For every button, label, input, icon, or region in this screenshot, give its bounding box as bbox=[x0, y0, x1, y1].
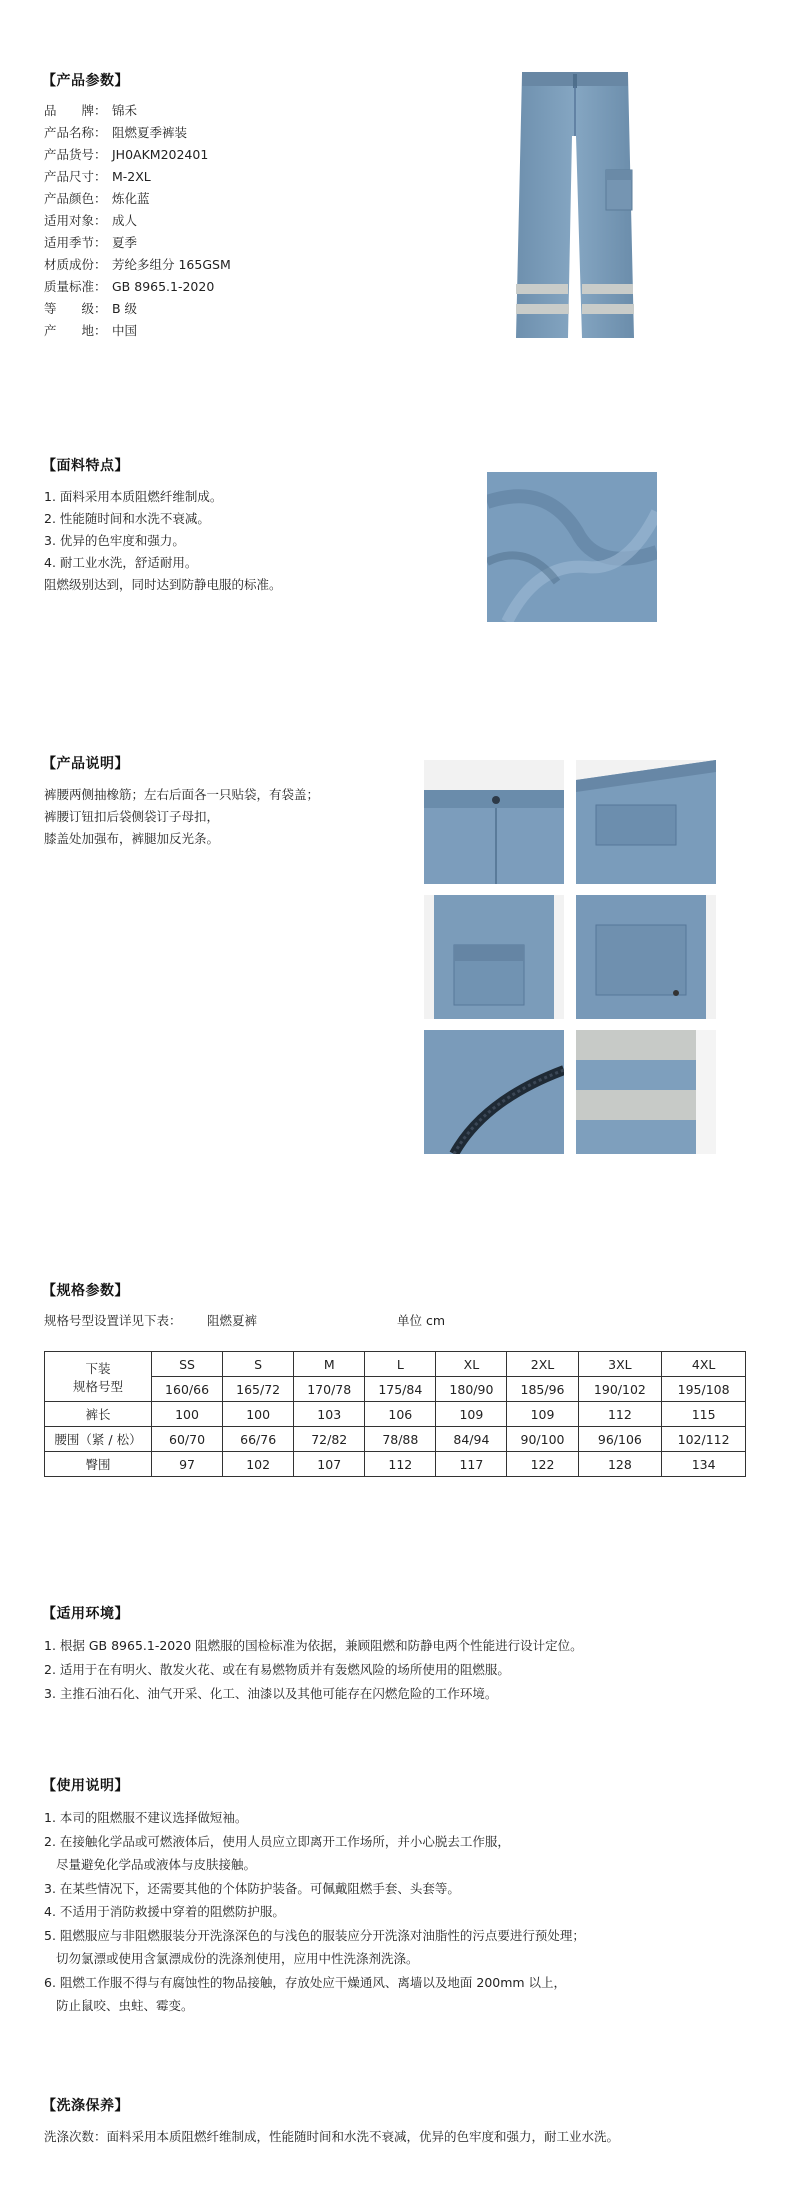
param-key: 等 级： bbox=[44, 301, 107, 316]
table-header-cell bbox=[45, 1352, 152, 1402]
table-cell: 195/108 bbox=[662, 1377, 746, 1402]
size-cell: 2XL bbox=[507, 1352, 578, 1377]
env-line: 2. 适用于在有明火、散发火花、或在有易燃物质并有轰燃风险的场所使用的阻燃服。 bbox=[44, 1662, 510, 1677]
desc-line: 裤腰两侧抽橡筋；左右后面各一只贴袋，有袋盖； bbox=[44, 787, 320, 802]
fabric-title: 【面料特点】 bbox=[42, 458, 129, 474]
param-value: 夏季 bbox=[112, 235, 138, 250]
fabric-line: 1. 面料采用本质阻燃纤维制成。 bbox=[44, 489, 223, 504]
desc-list bbox=[44, 784, 319, 850]
usage-line: 3. 在某些情况下，还需要其他的个体防护装备。可佩戴阻燃手套、头套等。 bbox=[44, 1880, 460, 1896]
param-key: 适用对象： bbox=[44, 213, 107, 228]
param-value: 中国 bbox=[112, 323, 138, 338]
param-value: B 级 bbox=[112, 301, 138, 316]
fabric-line: 4. 耐工业水洗，舒适耐用。 bbox=[44, 555, 198, 570]
param-key: 品 牌： bbox=[44, 103, 107, 118]
table-cell: 115 bbox=[662, 1402, 746, 1427]
param-row-season bbox=[44, 232, 137, 254]
table-cell: 100 bbox=[223, 1402, 294, 1427]
fabric-line: 3. 优异的色牢度和强力。 bbox=[44, 533, 185, 548]
size-header-label: 下装 bbox=[85, 1360, 111, 1376]
detail-photo-waist bbox=[424, 760, 564, 884]
param-value: JH0AKM202401 bbox=[112, 147, 209, 162]
table-row bbox=[45, 1427, 746, 1452]
fabric-line: 阻燃级别达到，同时达到防静电服的标准。 bbox=[44, 577, 282, 592]
table-cell: 109 bbox=[436, 1402, 507, 1427]
param-key: 产 地： bbox=[44, 323, 107, 338]
size-cell: 3XL bbox=[578, 1352, 662, 1377]
table-cell: 103 bbox=[294, 1402, 365, 1427]
size-cell: L bbox=[365, 1352, 436, 1377]
usage-line: 2. 在接触化学品或可燃液体后，使用人员应立即离开工作场所，并小心脱去工作服， bbox=[44, 1833, 510, 1849]
table-row bbox=[45, 1402, 746, 1427]
param-value: 阻燃夏季裤装 bbox=[112, 125, 188, 140]
desc-line: 裤腰订钮扣后袋侧袋订子母扣， bbox=[44, 809, 220, 824]
usage-list bbox=[44, 1806, 585, 2018]
detail-photo-side-pocket bbox=[576, 895, 716, 1019]
table-cell: 185/96 bbox=[507, 1377, 578, 1402]
pants-product-image bbox=[510, 66, 640, 346]
usage-line: 切勿氯漂或使用含氯漂成份的洗涤剂使用，应用中性洗涤剂洗涤。 bbox=[56, 1951, 419, 1966]
fabric-closeup-image bbox=[487, 472, 657, 622]
param-row-origin bbox=[44, 320, 137, 342]
param-key: 产品货号： bbox=[44, 147, 107, 162]
table-cell: 134 bbox=[662, 1452, 746, 1477]
size-cell: XL bbox=[436, 1352, 507, 1377]
care-text: 洗涤次数：面料采用本质阻燃纤维制成，性能随时间和水洗不衰减，优异的色牢度和强力，耐工业水洗。 bbox=[44, 2129, 620, 2144]
table-cell: 72/82 bbox=[294, 1427, 365, 1452]
table-row bbox=[45, 1352, 746, 1377]
table-cell: 170/78 bbox=[294, 1377, 365, 1402]
param-row-material bbox=[44, 254, 231, 276]
table-cell: 107 bbox=[294, 1452, 365, 1477]
table-cell: 112 bbox=[578, 1402, 662, 1427]
param-value: 芳纶多组分 165GSM bbox=[112, 257, 231, 272]
detail-photo-zipper bbox=[424, 1030, 564, 1154]
table-cell: 117 bbox=[436, 1452, 507, 1477]
param-key: 质量标准： bbox=[44, 279, 107, 294]
table-cell: 102/112 bbox=[662, 1427, 746, 1452]
table-cell: 180/90 bbox=[436, 1377, 507, 1402]
param-key: 产品名称： bbox=[44, 125, 107, 140]
param-value: 锦禾 bbox=[112, 103, 138, 118]
table-cell: 122 bbox=[507, 1452, 578, 1477]
table-cell: 128 bbox=[578, 1452, 662, 1477]
param-value: 成人 bbox=[112, 213, 138, 228]
usage-line: 4. 不适用于消防救援中穿着的阻燃防护服。 bbox=[44, 1904, 285, 1919]
table-cell: 78/88 bbox=[365, 1427, 436, 1452]
param-key: 产品尺寸： bbox=[44, 169, 107, 184]
table-cell: 66/76 bbox=[223, 1427, 294, 1452]
size-cell: SS bbox=[152, 1352, 223, 1377]
table-cell: 160/66 bbox=[152, 1377, 223, 1402]
detail-photo-back-pocket bbox=[576, 760, 716, 884]
specs-caption: 规格号型设置详见下表： bbox=[44, 1313, 182, 1328]
table-row-label: 裤长 bbox=[45, 1402, 152, 1427]
table-cell: 84/94 bbox=[436, 1427, 507, 1452]
param-key: 材质成份： bbox=[44, 257, 107, 272]
env-line: 3. 主推石油石化、油气开采、化工、油漆以及其他可能存在闪燃危险的工作环境。 bbox=[44, 1686, 498, 1701]
param-value: M-2XL bbox=[112, 169, 151, 184]
table-cell: 106 bbox=[365, 1402, 436, 1427]
param-row-name bbox=[44, 122, 187, 144]
param-row-standard bbox=[44, 276, 214, 298]
specs-title: 【规格参数】 bbox=[42, 1283, 129, 1299]
usage-line: 防止鼠咬、虫蛀、霉变。 bbox=[56, 1998, 194, 2013]
usage-line: 5. 阻燃服应与非阻燃服装分开洗涤深色的与浅色的服装应分开洗涤对油脂性的污点要进行预处理； bbox=[44, 1927, 585, 1943]
usage-line: 尽量避免化学品或液体与皮肤接触。 bbox=[56, 1857, 257, 1872]
param-row-target bbox=[44, 210, 137, 232]
env-title: 【适用环境】 bbox=[42, 1606, 129, 1622]
param-row-sku bbox=[44, 144, 208, 166]
param-row-grade bbox=[44, 298, 137, 320]
table-row bbox=[45, 1452, 746, 1477]
size-cell: S bbox=[223, 1352, 294, 1377]
fabric-list bbox=[44, 486, 282, 596]
size-cell: 4XL bbox=[662, 1352, 746, 1377]
table-cell: 112 bbox=[365, 1452, 436, 1477]
size-row-label: 规格号型 bbox=[72, 1378, 123, 1394]
size-cell: M bbox=[294, 1352, 365, 1377]
usage-line: 1. 本司的阻燃服不建议选择做短袖。 bbox=[44, 1810, 248, 1825]
table-cell: 165/72 bbox=[223, 1377, 294, 1402]
table-cell: 60/70 bbox=[152, 1427, 223, 1452]
param-value: GB 8965.1-2020 bbox=[112, 279, 215, 294]
env-list bbox=[44, 1634, 583, 1706]
table-row-label: 臀围 bbox=[45, 1452, 152, 1477]
detail-photo-reflective-strip bbox=[576, 1030, 716, 1154]
table-cell: 90/100 bbox=[507, 1427, 578, 1452]
param-key: 产品颜色： bbox=[44, 191, 107, 206]
desc-title: 【产品说明】 bbox=[42, 756, 129, 772]
size-table bbox=[44, 1351, 746, 1477]
table-cell: 175/84 bbox=[365, 1377, 436, 1402]
fabric-line: 2. 性能随时间和水洗不衰减。 bbox=[44, 511, 210, 526]
param-row-size bbox=[44, 166, 151, 188]
specs-unit: 单位 cm bbox=[397, 1313, 446, 1328]
table-cell: 190/102 bbox=[578, 1377, 662, 1402]
table-row-label: 腰围（紧 / 松） bbox=[45, 1427, 152, 1452]
table-cell: 96/106 bbox=[578, 1427, 662, 1452]
params-title: 【产品参数】 bbox=[42, 73, 129, 89]
detail-photo-cargo-pocket bbox=[424, 895, 564, 1019]
table-cell: 109 bbox=[507, 1402, 578, 1427]
table-cell: 97 bbox=[152, 1452, 223, 1477]
specs-caption-name: 阻燃夏裤 bbox=[207, 1313, 258, 1328]
usage-line: 6. 阻燃工作服不得与有腐蚀性的物品接触，存放处应干燥通风、离墙以及地面 200mm 以上， bbox=[44, 1974, 567, 1990]
param-row-brand bbox=[44, 100, 137, 122]
param-row-color bbox=[44, 188, 150, 210]
env-line: 1. 根据 GB 8965.1-2020 阻燃服的国检标准为依据，兼顾阻燃和防静电两个性能进行设计定位。 bbox=[44, 1638, 583, 1653]
usage-title: 【使用说明】 bbox=[42, 1778, 129, 1794]
care-title: 【洗涤保养】 bbox=[42, 2098, 129, 2114]
param-key: 适用季节： bbox=[44, 235, 107, 250]
param-value: 炼化蓝 bbox=[112, 191, 150, 206]
table-cell: 100 bbox=[152, 1402, 223, 1427]
table-cell: 102 bbox=[223, 1452, 294, 1477]
desc-line: 膝盖处加强布，裤腿加反光条。 bbox=[44, 831, 220, 846]
